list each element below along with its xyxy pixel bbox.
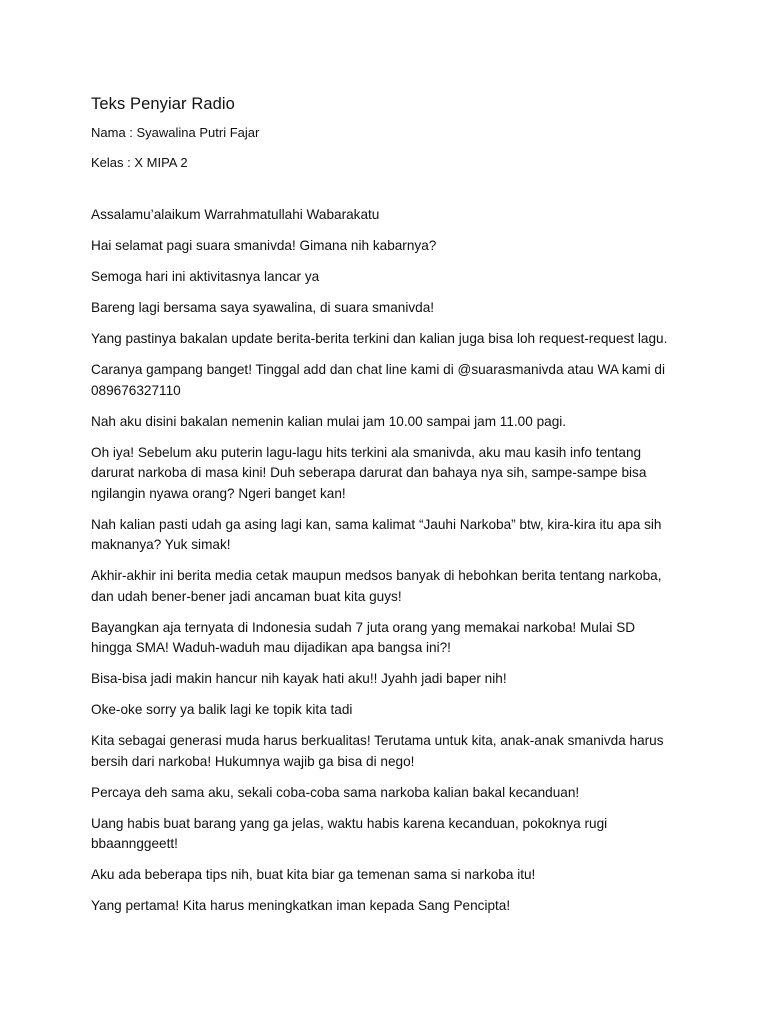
paragraph: Oke-oke sorry ya balik lagi ke topik kita tadi xyxy=(91,702,353,717)
paragraph: Uang habis buat barang yang ga jelas, waktu habis karena kecanduan, pokoknya rugi bbaannggeett! xyxy=(91,815,608,851)
paragraph: Yang pertama! Kita harus meningkatkan iman kepada Sang Pencipta! xyxy=(91,898,511,913)
document-title: Teks Penyiar Radio xyxy=(91,95,235,113)
paragraph: Semoga hari ini aktivitasnya lancar ya xyxy=(91,269,320,284)
paragraph: Bisa-bisa jadi makin hancur nih kayak hati aku!! Jyahh jadi baper nih! xyxy=(91,671,507,686)
document-body xyxy=(91,94,691,927)
paragraph: Aku ada beberapa tips nih, buat kita biar ga temenan sama si narkoba itu! xyxy=(91,867,536,882)
paragraph-greeting: Assalamu’alaikum Warrahmatullahi Wabarakatu xyxy=(91,207,380,222)
paragraph: Nah kalian pasti udah ga asing lagi kan, sama kalimat “Jauhi Narkoba” btw, kira-kira itu apa sih maknanya? Yuk simak! xyxy=(91,516,662,552)
paragraph: Yang pastinya bakalan update berita-berita terkini dan kalian juga bisa loh request-request lagu. xyxy=(91,331,668,346)
paragraph: Nah aku disini bakalan nemenin kalian mulai jam 10.00 sampai jam 11.00 pagi. xyxy=(91,413,567,429)
paragraph: Bayangkan aja ternyata di Indonesia sudah 7 juta orang yang memakai narkoba! Mulai SD hingga SMA! Waduh-waduh mau dijadikan apa bangsa ini?! xyxy=(91,619,636,655)
paragraph: Bareng lagi bersama saya syawalina, di suara smanivda! xyxy=(91,300,435,315)
paragraph: Percaya deh sama aku, sekali coba-coba sama narkoba kalian bakal kecanduan! xyxy=(91,784,580,800)
paragraph: Kita sebagai generasi muda harus berkualitas! Terutama untuk kita, anak-anak smanivda harus bersih dari narkoba! Hukumnya wajib ga bisa di nego! xyxy=(91,733,664,769)
paragraph: Caranya gampang banget! Tinggal add dan chat line kami di @suarasmanivda atau WA kami di 089676327110 xyxy=(91,362,665,398)
name-line: Nama : Syawalina Putri Fajar xyxy=(91,125,260,140)
paragraph: Oh iya! Sebelum aku puterin lagu-lagu hits terkini ala smanivda, aku mau kasih info tentang darurat narkoba di masa kini! Duh seberapa darurat dan bahaya nya sih, sampe-sampe bisa ngilangin nyawa orang? Ngeri banget kan! xyxy=(91,444,647,501)
class-line: Kelas : X MIPA 2 xyxy=(91,155,188,170)
paragraph: Akhir-akhir ini berita media cetak maupun medsos banyak di hebohkan berita tentang narkoba, dan udah bener-bener jadi ancaman buat kita guys! xyxy=(91,568,662,604)
paragraph: Hai selamat pagi suara smanivda! Gimana nih kabarnya? xyxy=(91,238,437,253)
